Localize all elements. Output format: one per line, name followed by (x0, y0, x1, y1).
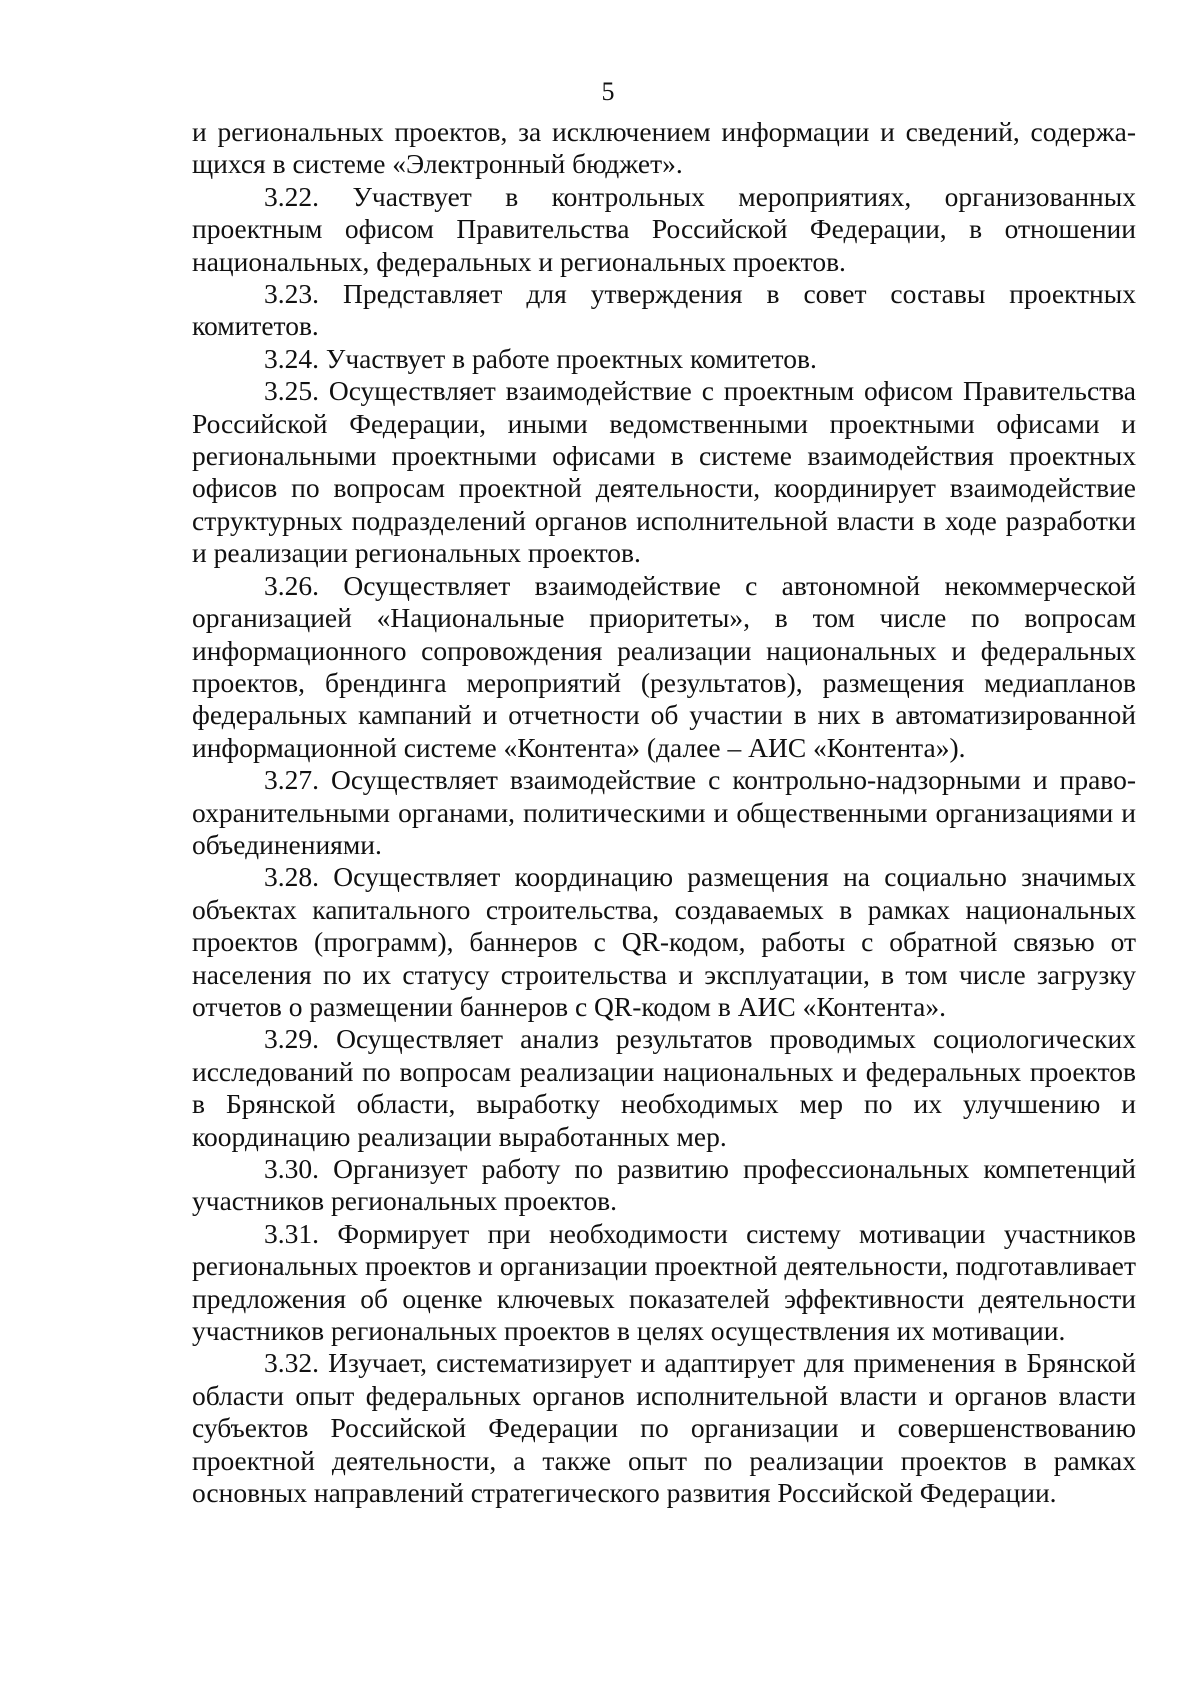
paragraph-3-32: 3.32. Изучает, систематизирует и адаптирует для применения в Брянской области опыт федеральных органов исполнительной власти и органов власти субъектов Российской Федерации по организации и совершенствованию проектной деятельности, а также опыт по реализации проектов в рамках основных направлений стратегического развития Российской Федерации. (192, 1347, 1136, 1509)
paragraph-3-24: 3.24. Участвует в работе проектных комитетов. (264, 342, 817, 374)
paragraph-3-27: 3.27. Осуществляет взаимодействие с контрольно-надзорными и правоохранительными органами, политическими и общественными организациями и объединениями. (192, 764, 1136, 860)
paragraph-3-22: 3.22. Участвует в контрольных мероприятиях, организованных проектным офисом Правительства Российской Федерации, в отношении национальных, федеральных и региональных проектов. (192, 180, 1136, 277)
paragraph-3-26: 3.26. Осуществляет взаимодействие с автономной некоммерческой организацией «Национальные приоритеты», в том числе по вопросам информационного сопровождения реализации национальных и федеральных проектов, брендинга мероприятий (результатов), размещения медиапланов федеральных кампаний и отчетности об участии в них в автоматизированной информационной системе «Контента» (далее – АИС «Контента»). (192, 569, 1136, 763)
document-body (192, 116, 1136, 1509)
paragraph-3-31: 3.31. Формирует при необходимости систему мотивации участников региональных проектов и организации проектной деятельности, подготавливает предложения об оценке ключевых показателей эффективности деятельности участников региональных проектов в целях осуществления их мотивации. (192, 1217, 1136, 1347)
paragraph-3-23: 3.23. Представляет для утверждения в совет составы проектных комитетов. (192, 278, 1136, 342)
paragraph-3-30: 3.30. Организует работу по развитию профессиональных компетенций участников региональных проектов. (192, 1153, 1136, 1217)
page-number: 5 (601, 77, 615, 106)
paragraph-3-28: 3.28. Осуществляет координацию размещения на социально значимых объектах капитального строительства, создаваемых в рамках национальных проектов (программ), баннеров с QR-кодом, работы с обратной связью от населения по их статусу строительства и эксплуатации, в том числе загрузку отчетов о размещении баннеров с QR-кодом в АИС «Контента». (192, 861, 1136, 1022)
paragraph-3-25: 3.25. Осуществляет взаимодействие с проектным офисом Правительства Российской Федерации, иными ведомственными проектными офисами и региональными проектными офисами в системе взаимодействия проектных офисов по вопросам проектной деятельности, координирует взаимодействие структурных подразделений органов исполнительной власти в ходе разработки и реализации региональных проектов. (192, 375, 1136, 569)
paragraph-3-29: 3.29. Осуществляет анализ результатов проводимых социологических исследований по вопросам реализации национальных и федеральных проектов в Брянской области, выработку необходимых мер по их улучшению и координацию реализации выработанных мер. (192, 1023, 1136, 1152)
paragraph-continuation: и региональных проектов, за исключением информации и сведений, содержащихся в системе «Электронный бюджет». (192, 116, 1136, 180)
